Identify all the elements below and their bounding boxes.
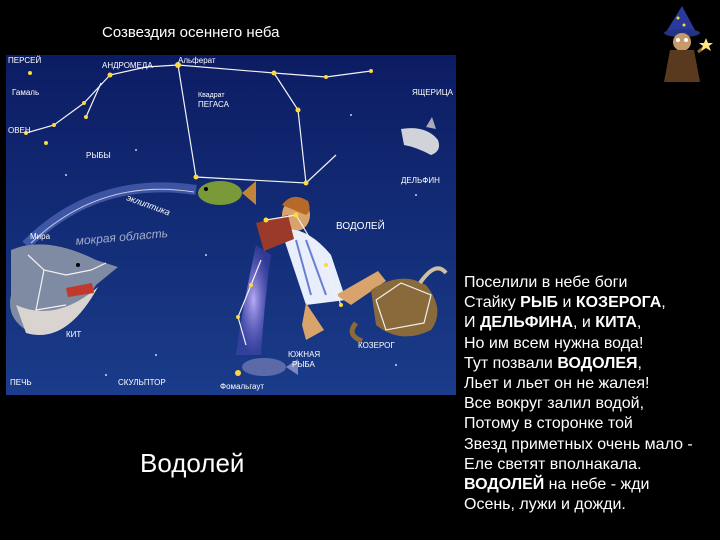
label-wet-region: мокрая область — [75, 225, 169, 248]
poem-fragment: , и — [573, 314, 596, 332]
poem-line — [464, 495, 720, 515]
poem-line — [464, 394, 720, 414]
label-ecliptic: эклиптика — [125, 192, 172, 218]
poem-fragment: Осень, лужи и дожди. — [464, 496, 626, 514]
poem-bold-word: ВОДОЛЕЙ — [464, 475, 545, 493]
poem-bold-word: КОЗЕРОГА — [575, 294, 662, 312]
poem-line — [464, 354, 720, 374]
label-furnace: ПЕЧЬ — [10, 378, 32, 387]
label-cetus: КИТ — [66, 330, 82, 339]
poem-line — [464, 455, 720, 475]
poem-line — [464, 334, 720, 354]
label-southern-fish-2: РЫБА — [292, 360, 315, 369]
label-alpheratz: Альферат — [178, 56, 216, 65]
label-andromeda: АНДРОМЕДА — [102, 61, 153, 70]
poem-bold-word: РЫБ — [520, 294, 559, 312]
poem-fragment: Льет и льет он не жалея! — [464, 374, 650, 392]
image-caption: Водолей — [140, 448, 245, 478]
poem-bold-word: ДЕЛЬФИНА — [479, 314, 574, 332]
label-fomalhaut: Фомальгаут — [220, 382, 265, 391]
poem-fragment: , — [637, 354, 642, 372]
poem-fragment: И — [464, 314, 480, 332]
poem-fragment: Но им всем нужна вода! — [464, 334, 644, 352]
poem-fragment: , — [636, 314, 642, 332]
label-square-1: Квадрат — [198, 92, 225, 99]
poem-fragment: Все вокруг залил водой, — [464, 395, 645, 413]
label-capricorn: КОЗЕРОГ — [358, 341, 395, 350]
poem-line — [464, 435, 720, 455]
slide-title: Созвездия осеннего неба — [102, 24, 280, 41]
label-pisces: РЫБЫ — [86, 151, 111, 160]
poem-fragment: на небе - жди — [544, 475, 650, 493]
poem-line — [464, 475, 720, 495]
poem-bold-word: КИТА — [595, 314, 637, 332]
poem-text — [464, 273, 720, 515]
label-southern-fish-1: ЮЖНАЯ — [288, 350, 321, 359]
poem-fragment: Стайку — [464, 294, 521, 312]
poem-bold-word: ВОДОЛЕЯ — [557, 354, 638, 372]
poem-line — [464, 374, 720, 394]
label-aquarius: ВОДОЛЕЙ — [336, 221, 385, 232]
poem-fragment: Звезд приметных очень мало - — [464, 435, 693, 453]
star-map — [6, 55, 456, 395]
label-sculptor: СКУЛЬПТОР — [118, 378, 166, 387]
poem-line — [464, 273, 720, 293]
label-perseus: ПЕРСЕЙ — [8, 56, 42, 65]
label-hamal: Гамаль — [12, 88, 40, 97]
poem-fragment: Тут позвали — [464, 354, 558, 372]
poem-line — [464, 414, 720, 434]
wizard-icon — [660, 2, 716, 84]
poem-fragment: Поселили в небе боги — [464, 274, 628, 291]
label-aries: ОВЕН — [8, 126, 31, 135]
poem-fragment: Еле светят вполнакала. — [464, 455, 642, 473]
label-lizard: ЯЩЕРИЦА — [412, 88, 453, 97]
label-square-2: ПЕГАСА — [198, 100, 229, 109]
label-mira: Мира — [30, 232, 51, 241]
label-dolphin: ДЕЛЬФИН — [401, 176, 440, 185]
poem-line — [464, 293, 720, 313]
poem-fragment: Потому в сторонке той — [464, 415, 633, 433]
poem-fragment: , — [661, 294, 666, 312]
poem-fragment: и — [558, 294, 576, 312]
poem-line — [464, 313, 720, 333]
